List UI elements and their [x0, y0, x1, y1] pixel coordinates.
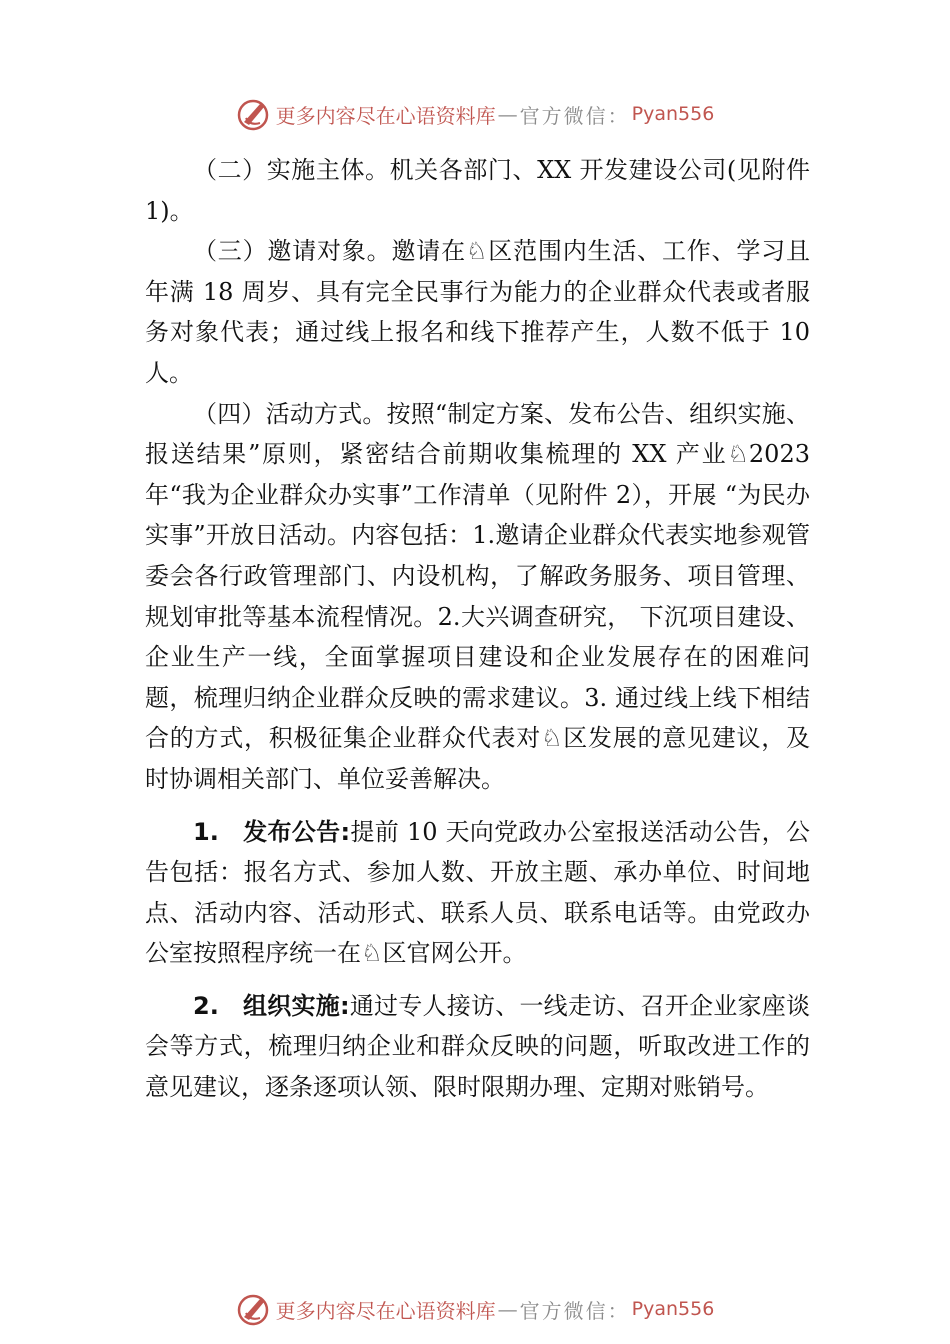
footer-watermark [0, 1289, 950, 1329]
paragraph-organize [145, 986, 810, 1108]
item-title: 发布公告: [242, 817, 351, 846]
paragraph-publish-notice [145, 812, 810, 974]
pen-logo-icon [236, 1291, 272, 1327]
document-body [145, 150, 810, 1108]
item-text: 通过专人接访、一线走访、召开企业家座谈会等方式，梳理归纳企业和群众反映的问题，听取改进工作的意见建议，逐条逐项认领、限时限期办理、定期对账销号。 [145, 991, 810, 1102]
item-heading [193, 992, 350, 1020]
paragraph-activity-method: （四）活动方式。按照“制定方案、发布公告、组织实施、报送结果”原则，紧密结合前期收集梳理的 XX 产业♘2023 年“我为企业群众办实事”工作清单（见附件 2），开展 “为民办实事”开放日活动。内容包括：1.邀请企业群众代表实地参观管委会各行政管理部门、内设机构，了解政务服务、项目管理、规划审批等基本流程情况。2.大兴调查研究， 下沉项目建设、企业生产一线，全面掌握项目建设和企业发展存在的困难问题，梳理归纳企业群众反映的需求建议。3. 通过线上线下相结合的方式，积极征集企业群众代表对♘区发展的意见建议，及时协调相关部门、单位妥善解决。 [145, 399, 810, 793]
header-watermark [0, 94, 950, 134]
pen-logo-icon [236, 96, 272, 132]
banner-dash: — [497, 1297, 518, 1321]
banner-brand: 更多内容尽在心语资料库 [275, 1298, 496, 1323]
banner-label: 官方微信： [519, 103, 630, 128]
banner-dash: — [497, 102, 518, 126]
banner-wechat-id: Pyan556 [631, 1298, 715, 1320]
banner-wechat-id: Pyan556 [631, 103, 715, 125]
paragraph-invitees: （三）邀请对象。邀请在♘区范围内生活、工作、学习且年满 18 周岁、具有完全民事行为能力的企业群众代表或者服务对象代表；通过线上报名和线下推荐产生，人数不低于 10 人。 [145, 237, 810, 387]
item-text: 提前 10 天向党政办公室报送活动公告，公告包括：报名方式、参加人数、开放主题、承办单位、时间地点、活动内容、活动形式、联系人员、联系电话等。由党政办公室按照程序统一在♘区官网公开。 [145, 817, 810, 968]
banner-brand: 更多内容尽在心语资料库 [275, 103, 496, 128]
item-title: 组织实施: [242, 991, 350, 1020]
paragraph-implementing-body: （二）实施主体。机关各部门、XX 开发建设公司(见附件 1)。 [145, 156, 810, 225]
item-number: 2. [193, 991, 219, 1020]
item-heading [193, 818, 350, 846]
item-number: 1. [193, 817, 219, 846]
banner-label: 官方微信： [519, 1298, 630, 1323]
